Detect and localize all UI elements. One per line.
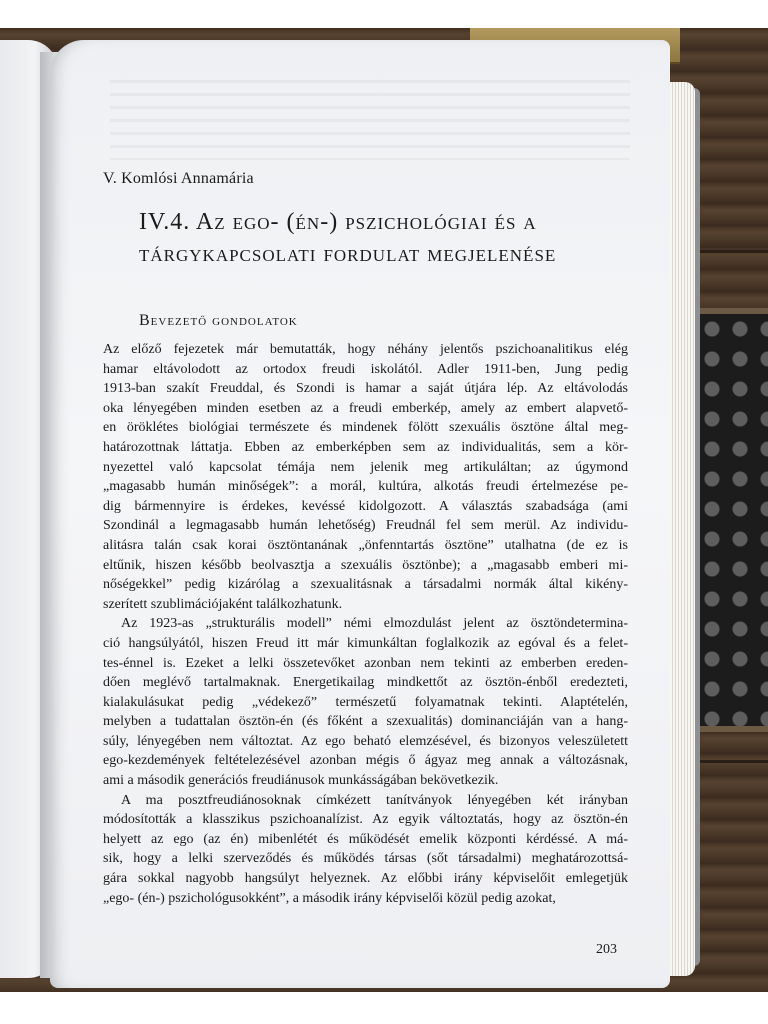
text-line: „ego- (én-) pszichológusokként”, a második irány képviselői közül pedig azokat, xyxy=(103,890,556,906)
text-line: en öröklétes biológiai természete és mindenek fölött szexuális ösztöne által meg- xyxy=(103,420,628,436)
text-line: tes-énnel is. Ezeket a lelki összetevőket azonban nem tekinti az emberben ereden- xyxy=(103,655,628,671)
metal-grate xyxy=(698,308,768,732)
paragraph-3 xyxy=(103,791,628,909)
paragraph-2 xyxy=(103,614,628,790)
text-line: alitásra talán csak korai ösztöntanának „önfenntartás ösztöne” utalhatna (de ez is xyxy=(103,537,628,553)
text-line: nőségekkel” pedig kizárólag a szexualitásnak a társadalmi normák által kikény- xyxy=(103,577,628,593)
text-line: szerített szublimációjaként találkozhatunk. xyxy=(103,596,343,612)
text-line: sik, hogy a lelki szerveződés és működés társas (sőt társadalmi) meghatározottsá- xyxy=(103,851,628,867)
text-line: hamar eltávolodott az ortodox freudi iskolától. Adler 1911-ben, Jung pedig xyxy=(103,361,628,377)
table-plank-divider xyxy=(690,250,768,253)
text-line: határozottnak láttatja. Ebben az emberképben sem az individualitás, sem a kör- xyxy=(103,439,628,455)
text-line: oka lényegében minden esetben az a freudi emberkép, amely az embert alapvető- xyxy=(103,400,628,416)
text-line: melyben a tudattalan ösztön-én (és főként a szexualitás) dominanciáján van a hang- xyxy=(103,714,628,730)
text-line: ami a második generációs freudiánusok munkásságában bekövetkezik. xyxy=(103,773,499,789)
body-text xyxy=(103,340,628,908)
chapter-title-line-2: tárgykapcsolati fordulat megjelenése xyxy=(139,241,557,267)
text-line: 1913-ban szakít Freuddal, és Szondi is hamar a saját útjára lép. Az eltávolodás xyxy=(103,381,628,397)
text-line: nyezettel való kapcsolat témája nem jelenik meg artikuláltan; az úgymond xyxy=(103,459,628,475)
text-line: dig bármennyire is érdekes, kevéssé kidolgozott. A választás szabadsága (ami xyxy=(103,498,628,514)
show-through-text xyxy=(110,70,630,160)
text-line: gára sokkal nagyobb hangsúlyt helyeznek. Az előbbi irány képviselőit emlegetjük xyxy=(103,871,628,887)
text-line: helyett az ego (az én) mibenlétét és működését emelik központi kérdéssé. A má- xyxy=(103,831,628,847)
text-line: Az 1923-as „strukturális modell” némi elmozdulást jelent az ösztöndetermina- xyxy=(121,616,628,632)
text-line: A ma posztfreudiánosoknak címkézett tanítványok lényegében két irányban xyxy=(121,792,628,808)
text-line: eltűnik, hiszen később beolvasztja a szexuális ösztönbe); a „magasabb emberi mi- xyxy=(103,557,628,573)
text-line: ció hangsúlyától, hiszen Freud itt már kimunkáltan foglalkozik az egóval és a felet- xyxy=(103,635,628,651)
chapter-title xyxy=(103,206,628,270)
author-name: V. Komlósi Annamária xyxy=(103,170,254,187)
text-line: Szondinál a legmagasabb humán lehetőség) Freudnál fel sem merül. Az individu- xyxy=(103,518,628,534)
text-line: kialakulásukat pedig „védekező” természetű folyamatnak tekinti. Alaptételén, xyxy=(103,694,628,710)
table-plank-divider xyxy=(690,760,768,763)
text-line: ego-kezdemények feltételezésével azonban mégis ő ágyaz meg annak a változásnak, xyxy=(103,753,628,769)
paragraph-1 xyxy=(103,340,628,614)
text-line: „magasabb humán minőségek”: a morál, kultúra, alkotás freudi értelmezése pe- xyxy=(103,479,628,495)
page-content xyxy=(103,168,628,908)
text-line: módosították a klasszikus pszichoanalízist. Az egyik változtatás, hogy az ösztön-én xyxy=(103,812,628,828)
text-line: dően meglévő tartalmaknak. Energetikailag mindkettőt az ösztön-énből eredezteti, xyxy=(103,675,628,691)
text-line: súly, lényegében nem változtat. Az ego beható elemzésével, és bizonyos veleszületett xyxy=(103,733,628,749)
page-number: 203 xyxy=(596,942,617,957)
section-heading: Bevezető gondolatok xyxy=(139,312,298,329)
chapter-title-line-1: IV.4. Az ego- (én-) pszichológiai és a xyxy=(139,209,537,235)
text-line: Az előző fejezetek már bemutatták, hogy néhány jelentős pszichoanalitikus elég xyxy=(103,342,628,357)
